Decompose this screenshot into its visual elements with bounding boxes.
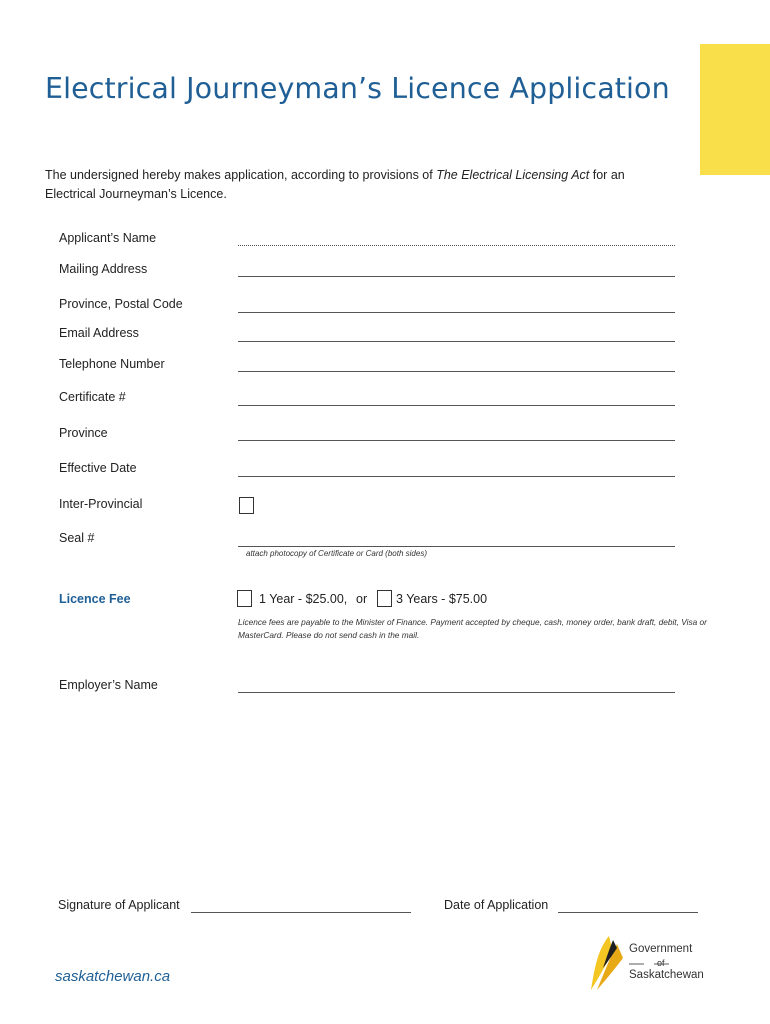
logo-text-of: of: [657, 958, 665, 968]
fee-or-text: or: [356, 592, 368, 606]
signature-field[interactable]: [191, 912, 411, 913]
seal-field[interactable]: [238, 546, 675, 547]
signature-label: Signature of Applicant: [58, 898, 180, 912]
effective-date-field[interactable]: [238, 476, 675, 477]
applicant-name-label: Applicant’s Name: [59, 231, 157, 245]
page-title: Electrical Journeyman’s Licence Application: [45, 72, 670, 105]
province-postal-field[interactable]: [238, 312, 675, 313]
seal-note: attach photocopy of Certificate or Card (both sides): [246, 549, 427, 558]
intro-text-start: The undersigned hereby makes application, according to provisions of: [45, 168, 437, 182]
date-of-application-label: Date of Application: [444, 898, 549, 912]
logo-text-saskatchewan: Saskatchewan: [629, 969, 704, 981]
email-label: Email Address: [59, 326, 139, 340]
date-of-application-field[interactable]: [558, 912, 698, 913]
seal-label: Seal #: [59, 531, 95, 545]
effective-date-label: Effective Date: [59, 461, 137, 475]
footer-url[interactable]: saskatchewan.ca: [55, 968, 171, 985]
province-field[interactable]: [238, 440, 675, 441]
email-field[interactable]: [238, 341, 675, 342]
applicant-name-field[interactable]: [238, 245, 675, 246]
certificate-label: Certificate #: [59, 390, 126, 404]
telephone-label: Telephone Number: [59, 357, 165, 371]
logo-text-government: Government: [629, 943, 693, 955]
mailing-address-field[interactable]: [238, 276, 675, 277]
fee-note: Licence fees are payable to the Minister of Finance. Payment accepted by cheque, cash, money order, bank draft, debit, Visa or MasterCard. Please do not send cash in the mail.: [238, 617, 707, 640]
intro-paragraph: [45, 166, 665, 204]
fee-1-year-checkbox[interactable]: [237, 590, 252, 607]
licence-fee-label: Licence Fee: [59, 592, 131, 606]
act-name: The Electrical Licensing Act: [436, 168, 590, 182]
telephone-field[interactable]: [238, 371, 675, 372]
inter-provincial-label: Inter-Provincial: [59, 497, 143, 511]
fee-1-year-text: 1 Year - $25.00,: [259, 592, 348, 606]
fee-3-years-checkbox[interactable]: [377, 590, 392, 607]
inter-provincial-checkbox[interactable]: [239, 497, 254, 514]
employer-label: Employer’s Name: [59, 678, 158, 692]
province-label: Province: [59, 426, 108, 440]
mailing-address-label: Mailing Address: [59, 262, 148, 276]
employer-field[interactable]: [238, 692, 675, 693]
yellow-accent-tab: [700, 44, 770, 175]
intro-text-end: for an Electrical Journeyman’s Licence.: [45, 168, 625, 201]
province-postal-label: Province, Postal Code: [59, 297, 183, 311]
fee-3-years-text: 3 Years - $75.00: [396, 592, 488, 606]
certificate-field[interactable]: [238, 405, 675, 406]
